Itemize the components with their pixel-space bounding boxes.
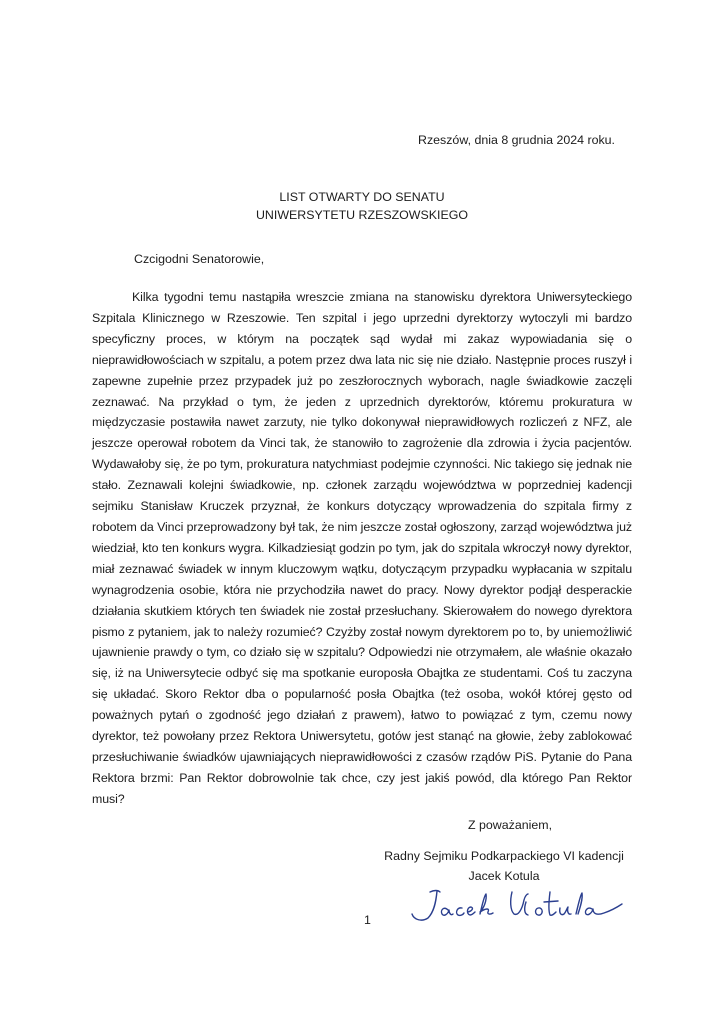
page-number: 1 <box>364 913 371 927</box>
title-line-2: UNIWERSYTETU RZESZOWSKIEGO <box>255 208 469 222</box>
salutation: Czcigodni Senatorowie, <box>134 252 265 266</box>
signatory-role: Radny Sejmiku Podkarpackiego VI kadencji <box>384 849 624 863</box>
letter-title <box>200 188 524 224</box>
place-and-date: Rzeszów, dnia 8 grudnia 2024 roku. <box>418 133 615 147</box>
title-line-1: LIST OTWARTY DO SENATU <box>279 190 445 204</box>
letter-body: Kilka tygodni temu nastąpiła wreszcie zmiana na stanowisku dyrektora Uniwersyteckiego Szpitala Klinicznego w Rzeszowie. Ten szpital i jego uprzedni dyrektorzy wytoczyli mi bardzo specyficzny proces, w którym na początek sąd wydał mi zakaz wypowiadania się o nieprawidłowościach w szpitalu, a potem przez dwa lata nic się nie działo. Następnie proces ruszył i zapewne zupełnie przez przypadek już po zeszłorocznych wyborach, nagle świadkowie zaczęli zeznawać. Na przykład o tym, że jeden z uprzednich dyrektorów, któremu prokuratura w międzyczasie postawiła nawet zarzuty, nie tylko dokonywał nieprawidłowych rozliczeń z NFZ, ale jeszcze operował robotem da Vinci tak, że stanowiło to zagrożenie dla zdrowia i życia pacjentów. Wydawałoby się, że po tym, prokuratura natychmiast podejmie czynności. Nic takiego się jednak nie stało. Zeznawali kolejni świadkowie, np. członek zarządu województwa w poprzedniej kadencji sejmiku Stanisław Kruczek przyznał, że konkurs dotyczący wprowadzenia do szpitala firmy z robotem da Vinci przeprowadzony był tak, że nim jeszcze został ogłoszony, zarząd województwa już wiedział, kto ten konkurs wygra. Kilkadziesiąt godzin po tym, jak do szpitala wkroczył nowy dyrektor, miał zeznawać świadek w innym kluczowym wątku, dotyczącym przypadku wypłacania w szpitalu wynagrodzenia osobie, która nie przychodziła nawet do pracy. Nowy dyrektor podjął desperackie działania skutkiem których ten świadek nie został przesłuchany. Skierowałem do nowego dyrektora pismo z pytaniem, jak to należy rozumieć? Czyżby został nowym dyrektorem po to, by uniemożliwić ujawnienie prawdy o tym, co działo się w szpitalu? Odpowiedzi nie otrzymałem, ale właśnie okazało się, iż na Uniwersytecie odbyć się ma spotkanie europosła Obajtka ze studentami. Coś tu zaczyna się układać. Skoro Rektor dba o popularność posła Obajtka (też osoba, wokół której gęsto od poważnych pytań o zgodność jego działań z prawem), łatwo to powiązać z tym, czemu nowy dyrektor, też powołany przez Rektora Uniwersytetu, gotów jest stanąć na głowie, żeby zablokować przesłuchiwanie świadków ujawniających nieprawidłowości z czasów rządów PiS. Pytanie do Pana Rektora brzmi: Pan Rektor dobrowolnie tak chce, czy jest jakiś powód, dla którego Pan Rektor musi? <box>92 290 632 806</box>
signatory-name: Jacek Kotula <box>468 869 540 883</box>
closing-phrase: Z poważaniem, <box>468 818 553 832</box>
handwritten-signature <box>400 880 630 930</box>
